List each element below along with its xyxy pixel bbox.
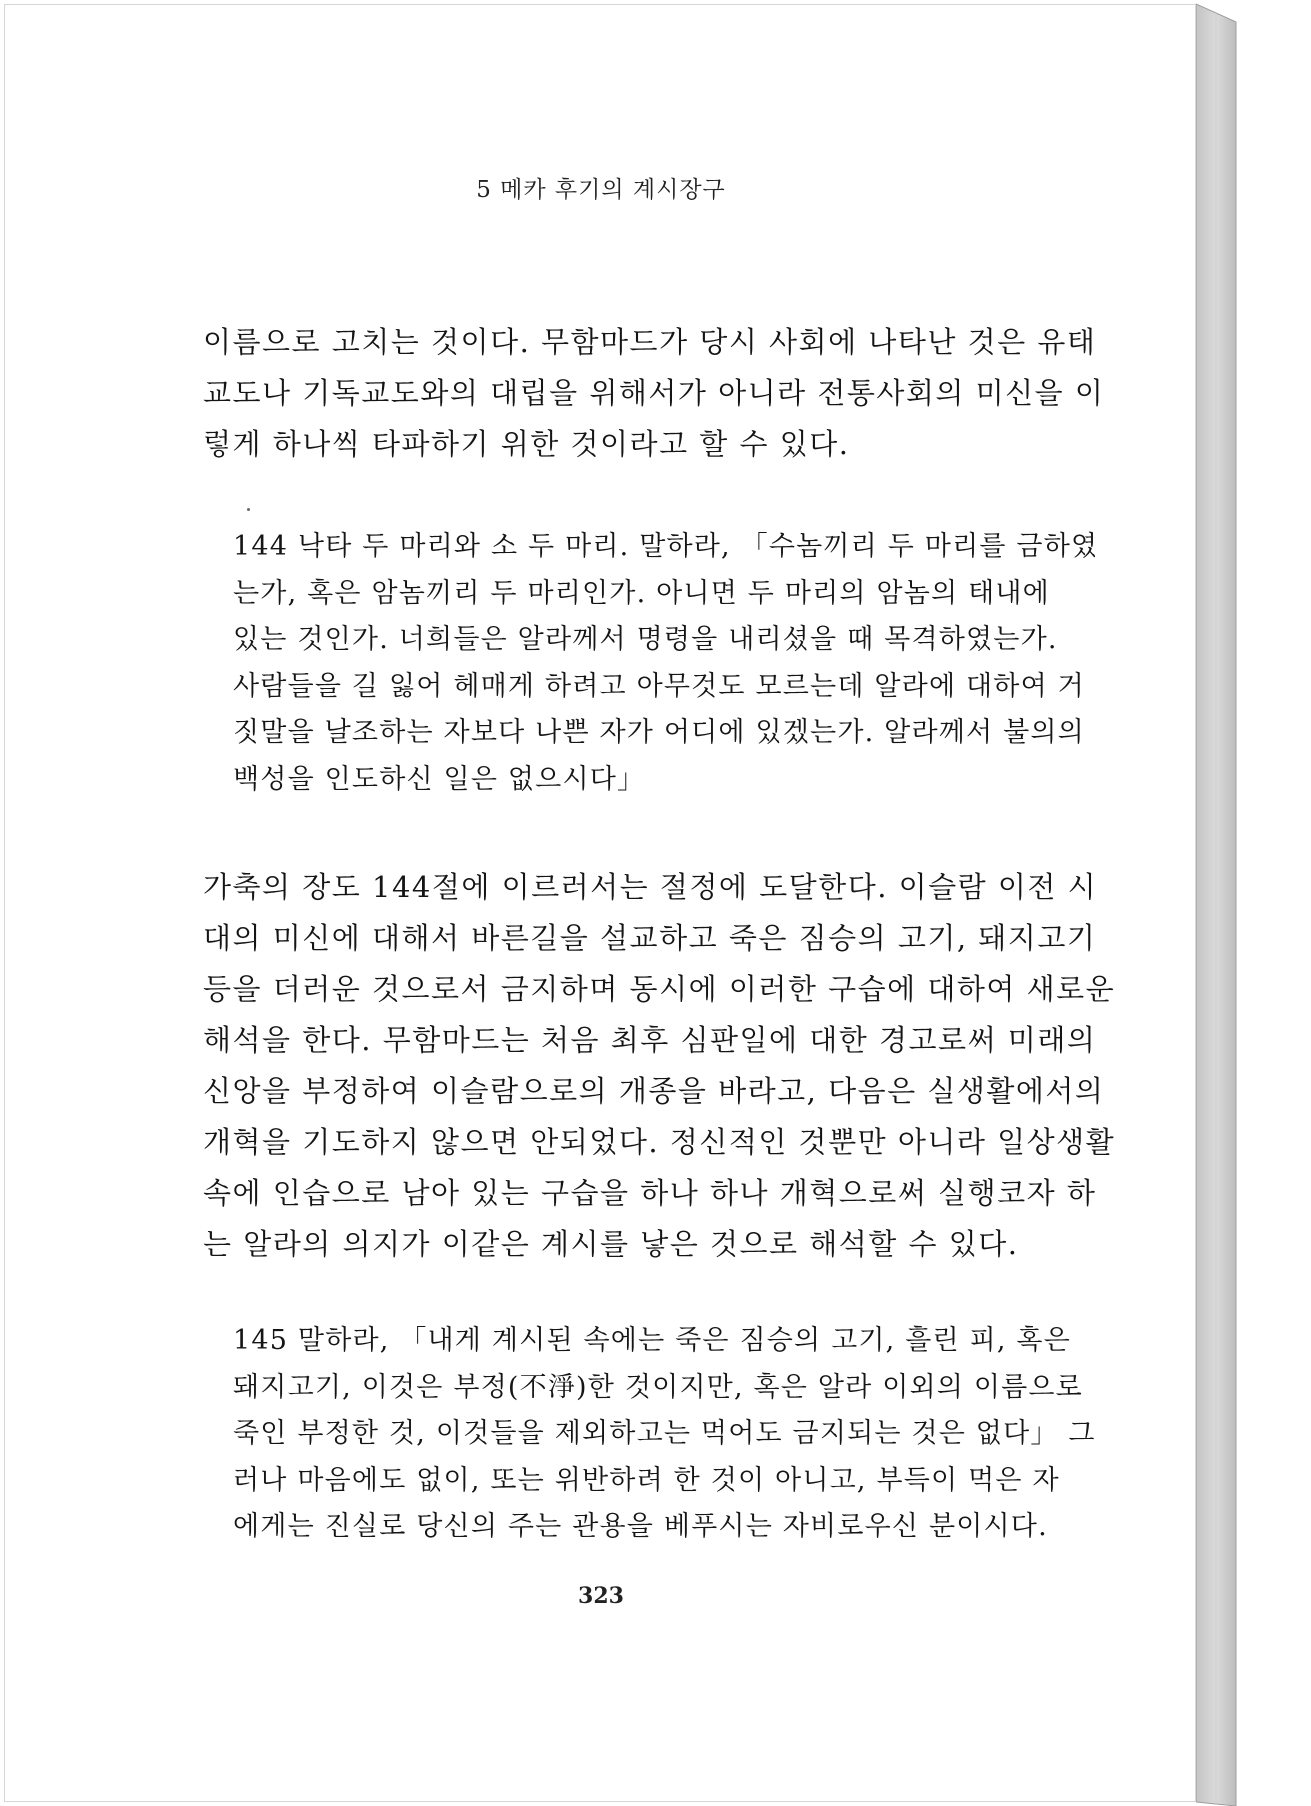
page-number: 323	[578, 1583, 624, 1609]
paragraph-1-line: 렇게 하나씩 타파하기 위한 것이라고 할 수 있다.	[203, 427, 850, 461]
verse-145	[233, 1318, 1096, 1551]
verse-144-line: 144 낙타 두 마리와 소 두 마리. 말하라, 「수놈끼리 두 마리를 금하였	[233, 531, 1099, 562]
paragraph-1-line: 이름으로 고치는 것이다. 무함마드가 당시 사회에 나타난 것은 유태	[203, 325, 1097, 359]
print-speck	[247, 508, 250, 511]
verse-144-line: 백성을 인도하신 일은 없으시다」	[233, 763, 646, 795]
paragraph-2	[203, 862, 1116, 1270]
verse-145-line: 죽인 부정한 것, 이것들을 제외하고는 먹어도 금지되는 것은 없다」 그	[233, 1418, 1096, 1449]
paragraph-2-line: 개혁을 기도하지 않으면 안되었다. 정신적인 것뿐만 아니라 일상생활	[203, 1125, 1116, 1159]
paragraph-1-line: 교도나 기독교도와의 대립을 위해서가 아니라 전통사회의 미신을 이	[203, 376, 1105, 410]
verse-145-line: 돼지고기, 이것은 부정(不淨)한 것이지만, 혹은 알라 이외의 이름으로	[233, 1371, 1083, 1403]
verse-145-line: 에게는 진실로 당신의 주는 관용을 베푸시는 자비로우신 분이시다.	[233, 1511, 1048, 1542]
verse-144-line: 사람들을 길 잃어 헤매게 하려고 아무것도 모르는데 알라에 대하여 거	[233, 670, 1085, 702]
verse-145-line: 145 말하라, 「내게 계시된 속에는 죽은 짐승의 고기, 흘린 피, 혹은	[233, 1325, 1071, 1356]
paragraph-2-line: 신앙을 부정하여 이슬람으로의 개종을 바라고, 다음은 실생활에서의	[203, 1074, 1105, 1108]
paragraph-1	[203, 317, 1105, 470]
paragraph-2-line: 등을 더러운 것으로서 금지하며 동시에 이러한 구습에 대하여 새로운	[203, 972, 1116, 1006]
paragraph-2-line: 속에 인습으로 남아 있는 구습을 하나 하나 개혁으로써 실행코자 하	[203, 1176, 1097, 1210]
verse-144-line: 있는 것인가. 너희들은 알라께서 명령을 내리셨을 때 목격하였는가.	[233, 624, 1058, 655]
running-head: 5 메카 후기의 계시장구	[476, 177, 726, 203]
verse-144	[233, 524, 1099, 803]
verse-145-line: 러나 마음에도 없이, 또는 위반하려 한 것이 아니고, 부득이 먹은 자	[233, 1464, 1060, 1496]
paragraph-2-line: 해석을 한다. 무함마드는 처음 최후 심판일에 대한 경고로써 미래의	[203, 1023, 1097, 1057]
paragraph-2-line: 는 알라의 의지가 이같은 계시를 낳은 것으로 해석할 수 있다.	[203, 1227, 1019, 1261]
paragraph-2-line: 가축의 장도 144절에 이르러서는 절정에 도달한다. 이슬람 이전 시	[203, 870, 1098, 904]
book-page	[4, 4, 1196, 1802]
paragraph-2-line: 대의 미신에 대해서 바른길을 설교하고 죽은 짐승의 고기, 돼지고기	[203, 921, 1097, 955]
verse-144-line: 는가, 혹은 암놈끼리 두 마리인가. 아니면 두 마리의 암놈의 태내에	[233, 577, 1050, 609]
verse-144-line: 짓말을 날조하는 자보다 나쁜 자가 어디에 있겠는가. 알라께서 불의의	[233, 717, 1085, 748]
